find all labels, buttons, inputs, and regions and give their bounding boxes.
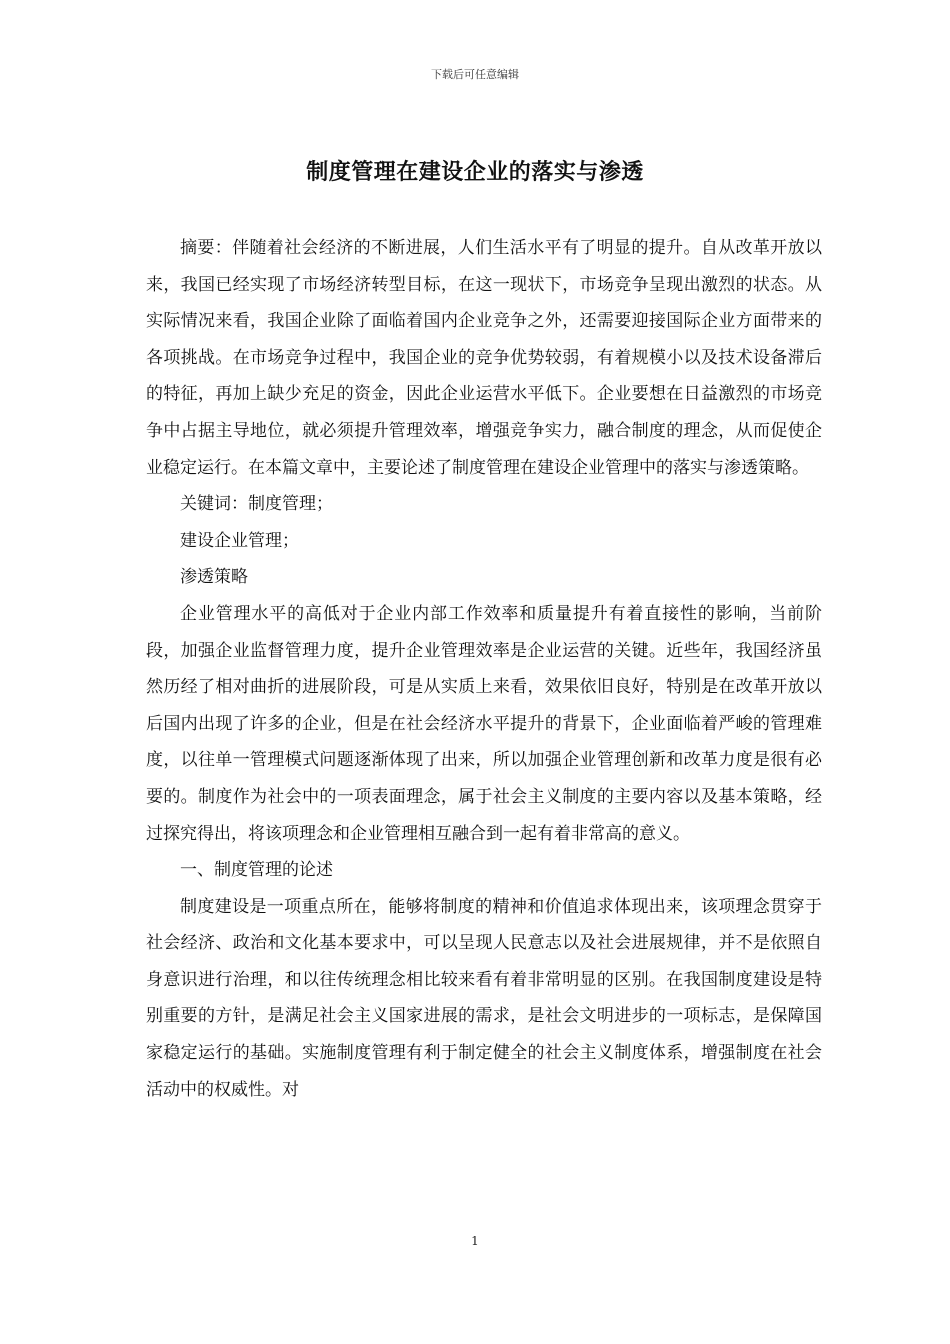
section-heading: 一、制度管理的论述 bbox=[180, 860, 333, 881]
page-number: 1 bbox=[471, 1234, 479, 1248]
keyword-line: 建设企业管理； bbox=[180, 530, 299, 551]
abstract-paragraph: 摘要：伴随着社会经济的不断进展，人们生活水平有了明显的提升。自从改革开放以来，我国已经实现了市场经济转型目标，在这一现状下，市场竞争呈现出激烈的状态。从实际情况来看，我国企业除了面临着国内企业竞争之外，还需要迎接国际企业方面带来的各项挑战。在市场竞争过程中，我国企业的竞争优势较弱，有着规模小以及技术设备滞后的特征，再加上缺少充足的资金，因此企业运营水平低下。企业要想在日益激烈的市场竞争中占据主导地位，就必须提升管理效率，增强竞争实力，融合制度的理念，从而促使企业稳定运行。在本篇文章中，主要论述了制度管理在建设企业管理中的落实与渗透策略。 bbox=[146, 238, 822, 478]
keywords-line: 关键词：制度管理； bbox=[180, 494, 333, 515]
intro-paragraph: 企业管理水平的高低对于企业内部工作效率和质量提升有着直接性的影响，当前阶段，加强企业监督管理力度，提升企业管理效率是企业运营的关键。近些年，我国经济虽然历经了相对曲折的进展阶段，可是从实质上来看，效果依旧良好，特别是在改革开放以后国内出现了许多的企业，但是在社会经济水平提升的背景下，企业面临着严峻的管理难度，以往单一管理模式问题逐渐体现了出来，所以加强企业管理创新和改革力度是很有必要的。制度作为社会中的一项表面理念，属于社会主义制度的主要内容以及基本策略，经过探究得出，将该项理念和企业管理相互融合到一起有着非常高的意义。 bbox=[146, 603, 822, 844]
header-note: 下载后可任意编辑 bbox=[431, 68, 519, 81]
document-body bbox=[146, 230, 822, 1108]
keyword-line: 渗透策略 bbox=[180, 567, 248, 588]
section-paragraph: 制度建设是一项重点所在，能够将制度的精神和价值追求体现出来，该项理念贯穿于社会经济、政治和文化基本要求中，可以呈现人民意志以及社会进展规律，并不是依照自身意识进行治理，和以往传统理念相比较来看有着非常明显的区别。在我国制度建设是特别重要的方针，是满足社会主义国家进展的需求，是社会文明进步的一项标志，是保障国家稳定运行的基础。实施制度管理有利于制定健全的社会主义制度体系，增强制度在社会活动中的权威性。对 bbox=[146, 896, 822, 1100]
document-title: 制度管理在建设企业的落实与渗透 bbox=[306, 159, 644, 185]
